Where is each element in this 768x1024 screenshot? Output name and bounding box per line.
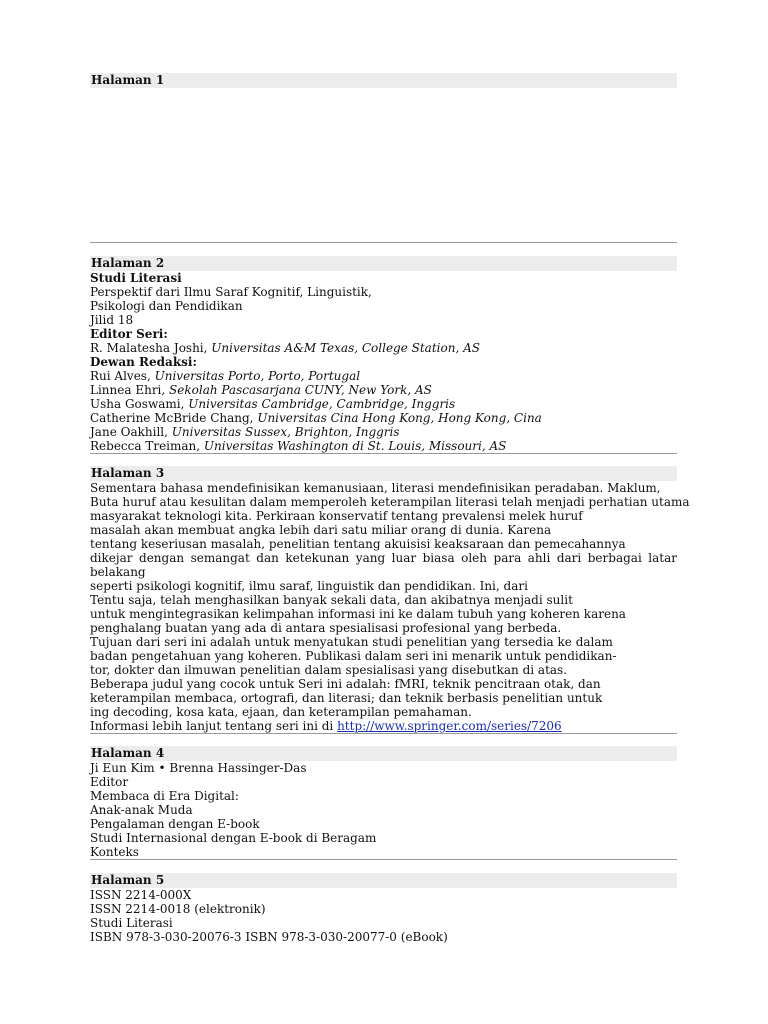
page-header: Halaman 4 (90, 746, 677, 761)
book-subtitle: Psikologi dan Pendidikan (90, 299, 243, 313)
member-affiliation: Universitas Sussex, Brighton, Inggris (171, 425, 400, 439)
page-header: Halaman 5 (90, 873, 677, 888)
member-name: Rui Alves, (90, 369, 151, 383)
book-subtitle: Perspektif dari Ilmu Saraf Kognitif, Linguistik, (90, 285, 372, 299)
board-member (90, 411, 677, 425)
issn-print: ISSN 2214-000X (90, 888, 192, 902)
board-member (90, 397, 677, 411)
series-name: Studi Literasi (90, 916, 173, 930)
text-line: Membaca di Era Digital: (90, 789, 239, 803)
issn-electronic: ISSN 2214-0018 (elektronik) (90, 902, 266, 916)
page-header: Halaman 3 (90, 466, 677, 481)
text-line: Pengalaman dengan E-book (90, 817, 260, 831)
text-line: tor, dokter dan ilmuwan penelitian dalam spesialisasi yang disebutkan di atas. (90, 663, 568, 677)
text-line: dikejar dengan semangat dan ketekunan yang luar biasa oleh para ahli dari berbagai latar belakang (90, 551, 677, 579)
page-separator (90, 453, 677, 454)
member-name: Linnea Ehri, (90, 383, 166, 397)
text-line: Sementara bahasa mendefinisikan kemanusiaan, literasi mendefinisikan peradaban. Maklum, (90, 481, 661, 495)
editor-affiliation: Universitas A&M Texas, College Station, AS (211, 341, 480, 355)
member-affiliation: Universitas Porto, Porto, Portugal (154, 369, 361, 383)
text-line: Buta huruf atau kesulitan dalam memperoleh keterampilan literasi telah menjadi perhatian utama (90, 495, 690, 509)
text-line: tentang keseriusan masalah, penelitian tentang akuisisi keaksaraan dan pemecahannya (90, 537, 626, 551)
page-2 (90, 256, 677, 454)
member-affiliation: Universitas Cambridge, Cambridge, Inggris (188, 397, 456, 411)
blank-page-area (90, 88, 677, 242)
page-header: Halaman 2 (90, 256, 677, 271)
editorial-board-label: Dewan Redaksi: (90, 355, 197, 369)
text-line: Anak-anak Muda (90, 803, 193, 817)
text-line: Studi Internasional dengan E-book di Beragam (90, 831, 377, 845)
member-name: Jane Oakhill, (90, 425, 168, 439)
text-line: Editor (90, 775, 129, 789)
isbn: ISBN 978-3-030-20076-3 ISBN 978-3-030-20077-0 (eBook) (90, 930, 448, 944)
text-line: Konteks (90, 845, 139, 859)
series-editor-label: Editor Seri: (90, 327, 168, 341)
page-5 (90, 873, 677, 944)
board-member (90, 369, 677, 383)
page-1 (90, 73, 677, 243)
book-title: Studi Literasi (90, 271, 182, 285)
page-separator (90, 733, 677, 734)
text-line: masalah akan membuat angka lebih dari satu miliar orang di dunia. Karena (90, 523, 552, 537)
member-name: Usha Goswami, (90, 397, 185, 411)
board-member (90, 439, 677, 453)
board-member (90, 425, 677, 439)
page-3 (90, 466, 690, 734)
series-link[interactable]: http://www.springer.com/series/7206 (337, 719, 562, 733)
text-line: penghalang buatan yang ada di antara spesialisasi profesional yang berbeda. (90, 621, 562, 635)
text-line: seperti psikologi kognitif, ilmu saraf, linguistik dan pendidikan. Ini, dari (90, 579, 528, 593)
text-line: badan pengetahuan yang koheren. Publikasi dalam seri ini menarik untuk pendidikan- (90, 649, 617, 663)
editor-name: R. Malatesha Joshi, (90, 341, 208, 355)
member-affiliation: Sekolah Pascasarjana CUNY, New York, AS (169, 383, 432, 397)
member-name: Rebecca Treiman, (90, 439, 201, 453)
series-info-text: Informasi lebih lanjut tentang seri ini di (90, 719, 338, 733)
page-separator (90, 859, 677, 860)
text-line: Tentu saja, telah menghasilkan banyak sekali data, dan akibatnya menjadi sulit (90, 593, 573, 607)
text-line: untuk mengintegrasikan kelimpahan informasi ini ke dalam tubuh yang koheren karena (90, 607, 626, 621)
text-line: keterampilan membaca, ortografi, dan literasi; dan teknik berbasis penelitian untuk (90, 691, 603, 705)
page-header: Halaman 1 (90, 73, 677, 88)
text-line: Tujuan dari seri ini adalah untuk menyatukan studi penelitian yang tersedia ke dalam (90, 635, 613, 649)
member-affiliation: Universitas Cina Hong Kong, Hong Kong, Cina (257, 411, 542, 425)
series-editor (90, 341, 677, 355)
member-name: Catherine McBride Chang, (90, 411, 254, 425)
board-member (90, 383, 677, 397)
text-line: ing decoding, kosa kata, ejaan, dan keterampilan pemahaman. (90, 705, 472, 719)
text-line: masyarakat teknologi kita. Perkiraan konservatif tentang prevalensi melek huruf (90, 509, 583, 523)
text-line: Beberapa judul yang cocok untuk Seri ini adalah: fMRI, teknik pencitraan otak, dan (90, 677, 601, 691)
authors: Ji Eun Kim • Brenna Hassinger-Das (90, 761, 307, 775)
document (90, 73, 690, 944)
page-4 (90, 746, 677, 860)
page-separator (90, 242, 677, 243)
volume-number: Jilid 18 (90, 313, 134, 327)
series-info (90, 719, 677, 733)
member-affiliation: Universitas Washington di St. Louis, Missouri, AS (203, 439, 507, 453)
